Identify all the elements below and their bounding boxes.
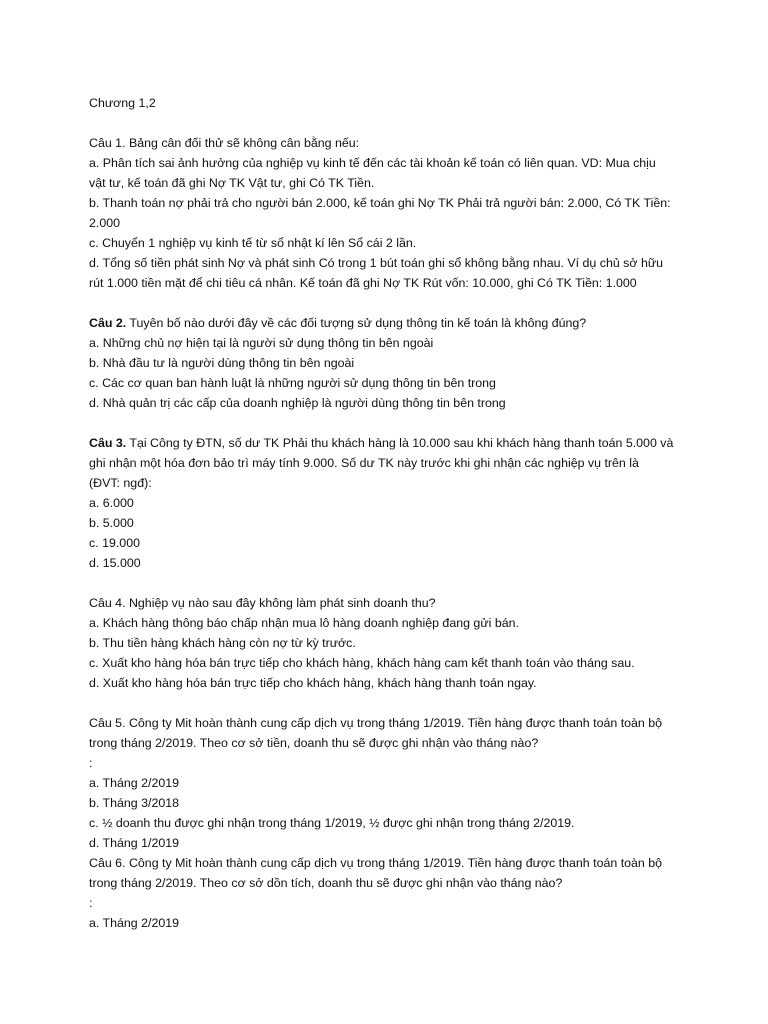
question-number: Câu 6. xyxy=(89,856,126,870)
question-line: trong tháng 2/2019. Theo cơ sở tiền, doanh thu sẽ được ghi nhận vào tháng nào? xyxy=(89,736,539,750)
question-number: Câu 1. xyxy=(89,136,126,150)
answer-option: a. 6.000 xyxy=(89,496,134,510)
answer-option: d. 15.000 xyxy=(89,556,141,570)
question-block xyxy=(89,853,689,933)
answer-option: a. Phân tích sai ảnh hưởng của nghiệp vụ kinh tế đến các tài khoản kế toán có liên quan. VD: Mua chịu xyxy=(89,156,656,170)
answer-option: b. Thu tiền hàng khách hàng còn nợ từ kỳ trước. xyxy=(89,636,356,650)
question-stem xyxy=(89,713,689,733)
question-block xyxy=(89,133,689,293)
answer-option: c. Các cơ quan ban hành luật là những người sử dụng thông tin bên trong xyxy=(89,376,496,390)
question-text: Bảng cân đối thử sẽ không cân bằng nếu: xyxy=(125,136,360,150)
answer-option: b. 5.000 xyxy=(89,516,134,530)
question-line: vật tư, kế toán đã ghi Nợ TK Vật tư, ghi Có TK Tiền. xyxy=(89,176,375,190)
question-stem xyxy=(89,853,689,873)
question-line: trong tháng 2/2019. Theo cơ sở dồn tích, doanh thu sẽ được ghi nhận vào tháng nào? xyxy=(89,876,563,890)
question-line: ghi nhận một hóa đơn bảo trì máy tính 9.000. Số dư TK này trước khi ghi nhận các nghiệp vụ trên là xyxy=(89,456,639,470)
question-text: Nghiệp vụ nào sau đây không làm phát sinh doanh thu? xyxy=(125,596,436,610)
answer-option: a. Khách hàng thông báo chấp nhận mua lô hàng doanh nghiệp đang gửi bán. xyxy=(89,616,519,630)
question-stem xyxy=(89,593,689,613)
answer-option: d. Tổng số tiền phát sinh Nợ và phát sinh Có trong 1 bút toán ghi sổ không bằng nhau. Ví dụ chủ sở hữu xyxy=(89,256,664,270)
question-text: Công ty Mit hoàn thành cung cấp dịch vụ trong tháng 1/2019. Tiền hàng được thanh toán toàn bộ xyxy=(125,856,663,870)
answer-option: b. Tháng 3/2018 xyxy=(89,796,180,810)
question-number: Câu 2. xyxy=(89,316,127,330)
question-text: Tại Công ty ĐTN, số dư TK Phải thu khách hàng là 10.000 sau khi khách hàng thanh toán 5.000 và xyxy=(126,436,674,450)
question-line: : xyxy=(89,756,93,770)
question-line: rút 1.000 tiền mặt để chi tiêu cá nhân. Kế toán đã ghi Nợ TK Rút vốn: 10.000, ghi Có TK Tiền: 1.000 xyxy=(89,276,637,290)
question-line: (ĐVT: ngđ): xyxy=(89,476,152,490)
question-block xyxy=(89,313,689,413)
answer-option: c. Xuất kho hàng hóa bán trực tiếp cho khách hàng, khách hàng cam kết thanh toán vào tháng sau. xyxy=(89,656,635,670)
question-block xyxy=(89,593,689,693)
answer-option: c. 19.000 xyxy=(89,536,140,550)
question-line: 2.000 xyxy=(89,216,121,230)
question-stem xyxy=(89,433,689,453)
chapter-title: Chương 1,2 xyxy=(89,96,156,110)
answer-option: a. Tháng 2/2019 xyxy=(89,916,180,930)
answer-option: a. Những chủ nợ hiện tại là người sử dụng thông tin bên ngoài xyxy=(89,336,434,350)
question-number: Câu 3. xyxy=(89,436,127,450)
document-content xyxy=(89,93,689,933)
answer-option: d. Tháng 1/2019 xyxy=(89,836,180,850)
answer-option: d. Xuất kho hàng hóa bán trực tiếp cho khách hàng, khách hàng thanh toán ngay. xyxy=(89,676,537,690)
paragraph-gap xyxy=(89,693,689,713)
answer-option: a. Tháng 2/2019 xyxy=(89,776,180,790)
question-number: Câu 5. xyxy=(89,716,126,730)
question-stem xyxy=(89,133,689,153)
question-block xyxy=(89,433,689,573)
answer-option: b. Nhà đầu tư là người dùng thông tin bên ngoài xyxy=(89,356,355,370)
answer-option: d. Nhà quản trị các cấp của doanh nghiệp là người dùng thông tin bên trong xyxy=(89,396,506,410)
question-block xyxy=(89,713,689,853)
paragraph-gap xyxy=(89,413,689,433)
answer-option: b. Thanh toán nợ phải trả cho người bán 2.000, kế toán ghi Nợ TK Phải trả người bán: 2.000, Có TK Tiền: xyxy=(89,196,671,210)
answer-option: c. Chuyển 1 nghiệp vụ kinh tế từ sổ nhật kí lên Sổ cái 2 lần. xyxy=(89,236,417,250)
question-line: : xyxy=(89,896,93,910)
question-text: Công ty Mit hoàn thành cung cấp dịch vụ trong tháng 1/2019. Tiền hàng được thanh toán toàn bộ xyxy=(125,716,663,730)
answer-option: c. ½ doanh thu được ghi nhận trong tháng 1/2019, ½ được ghi nhận trong tháng 2/2019. xyxy=(89,816,575,830)
question-number: Câu 4. xyxy=(89,596,126,610)
paragraph-gap xyxy=(89,573,689,593)
question-stem xyxy=(89,313,689,333)
paragraph-gap xyxy=(89,293,689,313)
question-text: Tuyên bố nào dưới đây về các đối tượng sử dụng thông tin kế toán là không đúng? xyxy=(126,316,587,330)
